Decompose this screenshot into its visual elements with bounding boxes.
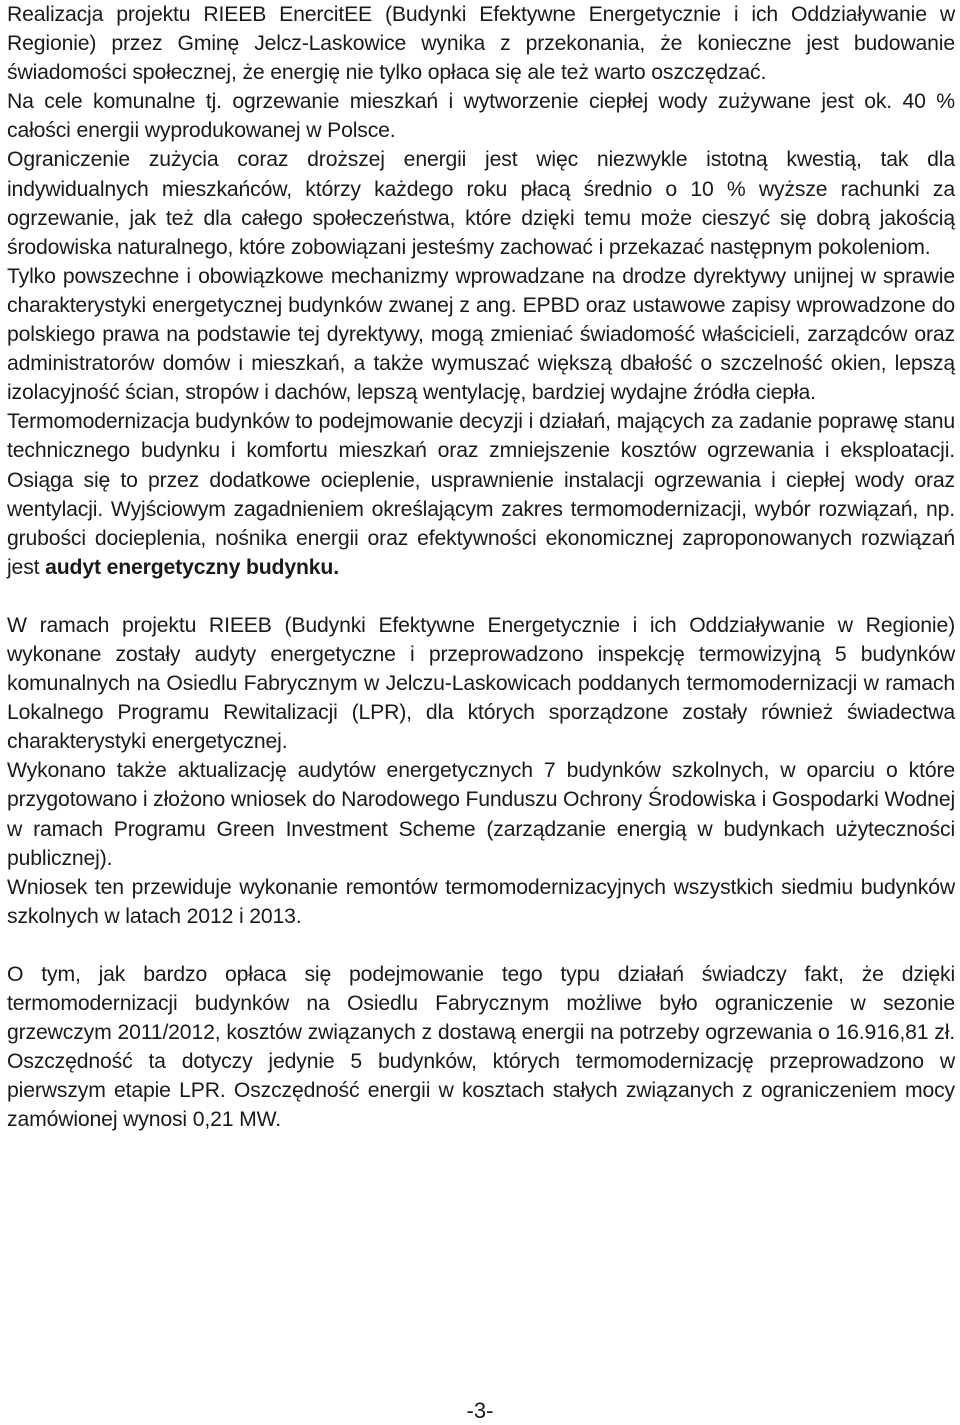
page-content [7, 0, 955, 1134]
paragraph-energy-reduction: Ograniczenie zużycia coraz droższej energii jest więc niezwykle istotną kwestią, tak dla indywidualnych mieszkańców, którzy każdego roku płacą średnio o 10 % wyższe rachunki za ogrzewanie, jak też dla całego społeczeństwa, które dzięki temu może cieszyć się dobrą jakością środowiska naturalnego, które zobowiązani jesteśmy zachować i przekazać następnym pokoleniom. [7, 148, 955, 259]
paragraph-spacer [7, 582, 955, 611]
paragraph-spacer [7, 931, 955, 960]
energy-audit-emphasis: audyt energetyczny budynku. [45, 555, 339, 579]
paragraph-application: Wniosek ten przewiduje wykonanie remontów termomodernizacyjnych wszystkich siedmiu budynków szkolnych w latach 2012 i 2013. [7, 875, 955, 928]
paragraph-epbd-directive: Tylko powszechne i obowiązkowe mechanizmy wprowadzane na drodze dyrektywy unijnej w sprawie charakterystyki energetycznej budynków zwanej z ang. EPBD oraz ustawowe zapisy wprowadzone do polskiego prawa na podstawie tej dyrektywy, mogą zmieniać świadomość właścicieli, zarządców oraz administratorów domów i mieszkań, a także wymuszać większą dbałość o szczelność okien, lepszą izolacyjność ścian, stropów i dachów, lepszą wentylację, bardziej wydajne źródła ciepła. [7, 264, 955, 405]
page-number: -3- [466, 1398, 494, 1423]
paragraph-rieeb-audits: W ramach projektu RIEEB (Budynki Efektywne Energetycznie i ich Oddziaływanie w Regionie) wykonane zostały audyty energetyczne i przeprowadzono inspekcję termowizyjną 5 budynków komunalnych na Osiedlu Fabrycznym w Jelczu-Laskowicach poddanych termomodernizacji w ramach Lokalnego Programu Rewitalizacji (LPR), dla których sporządzone zostały również świadectwa charakterystyki energetycznej. [7, 613, 955, 754]
thermomodernization-text: Termomodernizacja budynków to podejmowanie decyzji i działań, mających za zadanie poprawę stanu technicznego budynku i komfortu mieszkań oraz zmniejszenie kosztów ogrzewania i eksploatacji. Osiąga się to przez dodatkowe ocieplenie, usprawnienie instalacji ogrzewania i ciepłej wody oraz wentylacji. Wyjściowym zagadnieniem określającym zakres termomodernizacji, wybór rozwiązań, np. grubości docieplenia, nośnika energii oraz efektywności ekonomicznej zaproponowanych rozwiązań jest [7, 410, 955, 579]
paragraph-savings: O tym, jak bardzo opłaca się podejmowanie tego typu działań świadczy fakt, że dzięki termomodernizacji budynków na Osiedlu Fabrycznym możliwe było ograniczenie w sezonie grzewczym 2011/2012, kosztów związanych z dostawą energii na potrzeby ogrzewania o 16.916,81 zł. Oszczędność ta dotyczy jedynie 5 budynków, których termomodernizację przeprowadzono w pierwszym etapie LPR. Oszczędność energii w kosztach stałych związanych z ograniczeniem mocy zamówionej wynosi 0,21 MW. [7, 962, 955, 1132]
paragraph-school-audits: Wykonano także aktualizację audytów energetycznych 7 budynków szkolnych, w oparciu o które przygotowano i złożono wniosek do Narodowego Funduszu Ochrony Środowiska i Gospodarki Wodnej w ramach Programu Green Investment Scheme (zarządzanie energią w budynkach użyteczności publicznej). [7, 759, 956, 870]
paragraph-project-intro: Realizacja projektu RIEEB EnercitEE (Budynki Efektywne Energetycznie i ich Oddziaływanie w Regionie) przez Gminę Jelcz-Laskowice wynika z przekonania, że konieczne jest budowanie świadomości społecznej, że energię nie tylko opłaca się ale też warto oszczędzać. [7, 3, 955, 85]
paragraph-thermomodernization [7, 407, 955, 582]
paragraph-municipal-energy: Na cele komunalne tj. ogrzewanie mieszkań i wytworzenie ciepłej wody zużywane jest ok. 40 % całości energii wyprodukowanej w Polsce. [7, 90, 955, 143]
